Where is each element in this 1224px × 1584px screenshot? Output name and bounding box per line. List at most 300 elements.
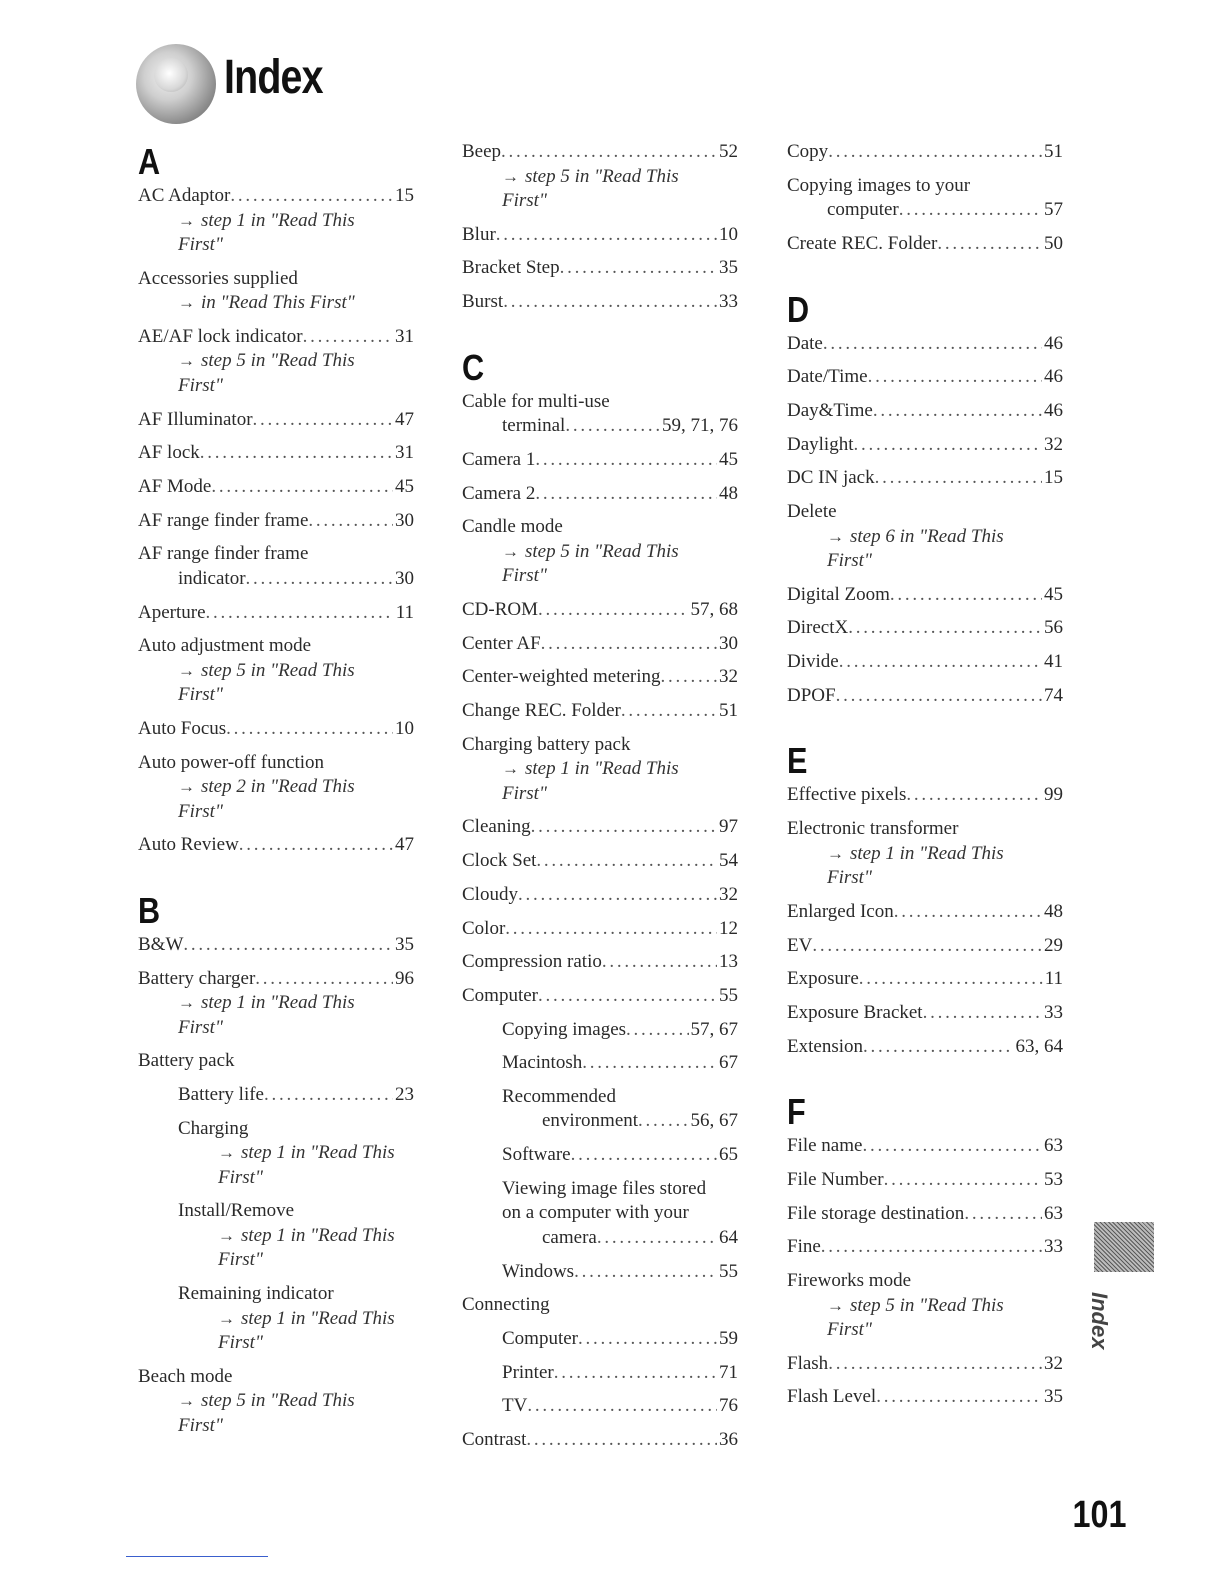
entry-line xyxy=(787,1352,1063,1377)
index-subentry xyxy=(138,1282,414,1356)
page-ref: 57, 67 xyxy=(690,1018,738,1040)
entry-line xyxy=(787,399,1063,424)
index-entry xyxy=(138,833,414,858)
leader-dots xyxy=(535,482,717,507)
entry-term: Center AF xyxy=(462,632,541,654)
entry-term: Date xyxy=(787,332,823,354)
entry-line xyxy=(787,1269,1063,1294)
page-ref: 46 xyxy=(1044,366,1063,388)
entry-line xyxy=(462,917,738,942)
cross-reference xyxy=(462,757,738,782)
cross-reference xyxy=(138,800,414,825)
arrow-icon: → xyxy=(827,1295,844,1315)
entry-term: Charging xyxy=(178,1117,249,1139)
arrow-icon: → xyxy=(502,759,519,779)
cross-reference xyxy=(178,1141,414,1166)
page-ref: 31 xyxy=(395,442,414,464)
page-ref: 56 xyxy=(1044,617,1063,639)
page-ref: 30 xyxy=(395,509,414,531)
footer-rule xyxy=(126,1556,268,1557)
index-entry xyxy=(787,1385,1063,1410)
index-entry xyxy=(787,1001,1063,1026)
leader-dots xyxy=(868,365,1042,390)
entry-term: AF range finder frame xyxy=(138,509,309,531)
cross-reference xyxy=(138,1389,414,1414)
entry-line xyxy=(502,1394,738,1419)
index-entry xyxy=(787,399,1063,424)
cross-reference xyxy=(138,991,414,1016)
index-column-3 xyxy=(787,140,1063,1419)
cross-reference xyxy=(787,549,1063,574)
leader-dots xyxy=(582,1051,717,1076)
entry-term: Battery pack xyxy=(138,1050,235,1072)
page-ref: 48 xyxy=(719,482,738,504)
index-entry xyxy=(787,583,1063,608)
cross-reference xyxy=(178,1166,414,1191)
cross-reference-text: First" xyxy=(178,374,223,396)
entry-term-cont: camera xyxy=(542,1226,597,1248)
page-ref: 45 xyxy=(1044,583,1063,605)
page-ref: 30 xyxy=(395,567,414,589)
entry-line xyxy=(502,1051,738,1076)
entry-term-cont: computer xyxy=(827,199,899,221)
entry-term: Color xyxy=(462,917,506,939)
page-ref: 54 xyxy=(719,850,738,872)
entry-line xyxy=(502,1143,738,1168)
entry-term: Flash Level xyxy=(787,1386,877,1408)
leader-dots xyxy=(828,1352,1042,1377)
leader-dots xyxy=(923,1001,1042,1026)
index-entry xyxy=(138,509,414,534)
cross-reference-text: step 5 in "Read This xyxy=(525,540,679,562)
arrow-icon: → xyxy=(178,660,195,680)
page-ref: 46 xyxy=(1044,399,1063,421)
index-subentry xyxy=(138,1117,414,1191)
page-ref: 23 xyxy=(395,1084,414,1105)
leader-dots xyxy=(863,1035,1014,1060)
cross-reference-text: step 1 in "Read This xyxy=(525,758,679,780)
entry-line xyxy=(178,1199,414,1224)
index-subentry xyxy=(138,1083,414,1108)
entry-line xyxy=(462,414,738,439)
entry-line xyxy=(138,967,414,992)
cross-reference xyxy=(787,1318,1063,1343)
entry-line xyxy=(138,1365,414,1390)
index-entry xyxy=(787,1269,1063,1343)
cross-reference xyxy=(787,866,1063,891)
entry-line xyxy=(787,650,1063,675)
index-entry xyxy=(138,542,414,591)
entry-line xyxy=(462,984,738,1009)
cross-reference xyxy=(138,233,414,258)
leader-dots xyxy=(200,441,393,466)
page-ref: 50 xyxy=(1044,232,1063,254)
index-entry xyxy=(787,466,1063,491)
entry-term: Camera 1 xyxy=(462,448,536,470)
page-ref: 11 xyxy=(395,601,414,623)
entry-line xyxy=(138,1049,414,1074)
index-entry xyxy=(787,1035,1063,1060)
index-entry xyxy=(462,515,738,589)
cross-reference xyxy=(138,659,414,684)
section-gap xyxy=(787,266,1063,288)
entry-line xyxy=(787,817,1063,842)
cross-reference-text: First" xyxy=(502,782,547,804)
entry-line xyxy=(138,184,414,209)
page-ref: 45 xyxy=(395,475,414,497)
entry-term: Auto adjustment mode xyxy=(138,635,312,657)
page-ref: 47 xyxy=(395,834,414,856)
entry-term: Auto Review xyxy=(138,834,239,856)
page-ref: 76 xyxy=(719,1395,738,1417)
entry-term: Exposure Bracket xyxy=(787,1001,923,1023)
cross-reference xyxy=(178,1224,414,1249)
entry-line xyxy=(462,665,738,690)
leader-dots xyxy=(574,1260,717,1285)
leader-dots xyxy=(812,934,1042,959)
arrow-icon: → xyxy=(178,351,195,371)
entry-line xyxy=(787,1385,1063,1410)
entry-line xyxy=(502,1361,738,1386)
entry-line xyxy=(138,717,414,742)
entry-term: Beep xyxy=(462,141,502,162)
entry-term: File storage destination xyxy=(787,1202,965,1224)
index-subentry xyxy=(462,1260,738,1285)
leader-dots xyxy=(875,466,1042,491)
entry-term: Bracket Step xyxy=(462,257,560,279)
entry-line xyxy=(787,1202,1063,1227)
page-ref: 33 xyxy=(1044,1001,1063,1023)
page-ref: 55 xyxy=(719,984,738,1006)
entry-term: Divide xyxy=(787,651,839,673)
page-ref: 13 xyxy=(719,951,738,973)
leader-dots xyxy=(839,650,1042,675)
index-entry xyxy=(138,1049,414,1074)
index-entry xyxy=(787,650,1063,675)
entry-term: Flash xyxy=(787,1352,829,1374)
index-entry xyxy=(462,883,738,908)
entry-term: EV xyxy=(787,934,813,956)
leader-dots xyxy=(518,883,717,908)
entry-term: Contrast xyxy=(462,1428,527,1450)
leader-dots xyxy=(531,815,717,840)
cross-reference-text: step 1 in "Read This xyxy=(850,842,1004,864)
index-entry xyxy=(787,967,1063,992)
cross-reference xyxy=(787,1294,1063,1319)
section-letter: C xyxy=(462,346,485,388)
leader-dots xyxy=(308,509,393,534)
entry-line xyxy=(787,616,1063,641)
page-ref: 10 xyxy=(395,717,414,739)
index-subentry xyxy=(462,1085,738,1134)
entry-term-cont: indicator xyxy=(178,567,246,589)
cross-reference-text: First" xyxy=(218,1249,263,1271)
index-entry xyxy=(787,1168,1063,1193)
page-ref: 55 xyxy=(719,1260,738,1282)
page-ref: 63 xyxy=(1044,1202,1063,1224)
entry-line xyxy=(787,433,1063,458)
entry-term: Macintosh xyxy=(502,1052,583,1074)
entry-term: Fireworks mode xyxy=(787,1270,912,1291)
entry-line xyxy=(787,140,1063,165)
page-ref: 64 xyxy=(719,1226,738,1248)
cross-reference-text: step 1 in "Read This xyxy=(241,1142,395,1164)
leader-dots xyxy=(211,475,393,500)
index-entry xyxy=(787,1202,1063,1227)
entry-line xyxy=(502,1109,738,1134)
entry-term: Burst xyxy=(462,291,504,313)
leader-dots xyxy=(894,900,1042,925)
leader-dots xyxy=(527,1394,717,1419)
arrow-icon: → xyxy=(827,526,844,546)
entry-term: Camera 2 xyxy=(462,482,536,504)
page-ref: 35 xyxy=(719,257,738,279)
index-entry xyxy=(138,184,414,258)
section-gap xyxy=(138,867,414,889)
entry-line xyxy=(178,1083,414,1108)
entry-line xyxy=(787,1001,1063,1026)
entry-term: Viewing image files stored xyxy=(502,1177,707,1199)
index-entry xyxy=(462,733,738,807)
page-ref: 63, 64 xyxy=(1015,1035,1063,1057)
leader-dots xyxy=(560,256,717,281)
page-ref: 15 xyxy=(395,185,414,206)
entry-line xyxy=(138,601,414,626)
page-ref: 71 xyxy=(719,1361,738,1383)
section-gap xyxy=(462,324,738,346)
entry-term: Cloudy xyxy=(462,883,518,905)
entry-line xyxy=(787,1134,1063,1159)
entry-line xyxy=(462,699,738,724)
leader-dots xyxy=(848,616,1042,641)
cross-reference-text: step 5 in "Read This xyxy=(201,350,355,372)
entry-term: AC Adaptor xyxy=(138,185,231,206)
entry-term: Effective pixels xyxy=(787,784,907,806)
cross-reference xyxy=(138,349,414,374)
cross-reference xyxy=(178,1307,414,1332)
leader-dots xyxy=(906,783,1042,808)
entry-term: Delete xyxy=(787,501,837,522)
cross-reference xyxy=(138,683,414,708)
entry-line xyxy=(502,1018,738,1043)
cross-reference-text: step 2 in "Read This xyxy=(201,776,355,798)
entry-line xyxy=(787,1035,1063,1060)
cross-reference-text: step 1 in "Read This xyxy=(201,992,355,1014)
entry-term: DC IN jack xyxy=(787,467,875,489)
entry-line xyxy=(787,198,1063,223)
index-entry xyxy=(138,751,414,825)
cross-reference xyxy=(462,189,738,214)
page-ref: 46 xyxy=(1044,332,1063,354)
entry-line xyxy=(462,598,738,623)
leader-dots xyxy=(836,684,1042,709)
index-entry xyxy=(138,441,414,466)
entry-line xyxy=(787,1168,1063,1193)
cross-reference-text: First" xyxy=(178,1016,223,1038)
cross-reference xyxy=(787,525,1063,550)
entry-line xyxy=(787,332,1063,357)
leader-dots xyxy=(538,598,688,623)
entry-line xyxy=(138,267,414,292)
entry-line xyxy=(787,583,1063,608)
index-entry xyxy=(787,783,1063,808)
entry-term: Fine xyxy=(787,1236,821,1258)
entry-term: AF lock xyxy=(138,442,200,464)
leader-dots xyxy=(541,632,717,657)
page-ref: 12 xyxy=(719,917,738,939)
page-ref: 32 xyxy=(719,666,738,688)
entry-term: Extension xyxy=(787,1035,863,1057)
page-ref: 57, 68 xyxy=(690,599,738,620)
entry-line xyxy=(462,632,738,657)
section-tab-label: Index xyxy=(1087,1292,1112,1350)
leader-dots xyxy=(264,1083,393,1108)
entry-term: Compression ratio xyxy=(462,951,602,973)
cross-reference xyxy=(138,1016,414,1041)
entry-term: Copy xyxy=(787,141,829,162)
leader-dots xyxy=(303,325,393,350)
entry-line xyxy=(138,634,414,659)
cross-reference xyxy=(178,1331,414,1356)
arrow-icon: → xyxy=(178,210,195,230)
entry-line xyxy=(178,1282,414,1307)
entry-term: Center-weighted metering xyxy=(462,666,661,688)
arrow-icon: → xyxy=(827,843,844,863)
leader-dots xyxy=(854,433,1043,458)
entry-term: Daylight xyxy=(787,433,854,455)
entry-term: Accessories supplied xyxy=(138,267,298,289)
cross-reference-text: First" xyxy=(827,550,872,571)
entry-term: CD-ROM xyxy=(462,599,539,620)
index-entry xyxy=(462,290,738,315)
entry-term-cont: environment xyxy=(542,1110,639,1132)
cross-reference-text: First" xyxy=(502,565,547,587)
entry-term: AF Mode xyxy=(138,475,212,497)
page-ref: 59, 71, 76 xyxy=(662,415,738,437)
cross-reference-text: step 5 in "Read This xyxy=(850,1294,1004,1316)
entry-line xyxy=(462,223,738,248)
index-entry xyxy=(462,448,738,473)
page-ref: 51 xyxy=(1044,141,1063,162)
leader-dots xyxy=(621,699,717,724)
leader-dots xyxy=(873,399,1042,424)
arrow-icon: → xyxy=(178,1391,195,1411)
leader-dots xyxy=(538,984,717,1009)
page-ref: 45 xyxy=(719,448,738,470)
page-ref: 47 xyxy=(395,408,414,430)
arrow-icon: → xyxy=(502,166,519,186)
index-entry xyxy=(787,1352,1063,1377)
index-entry xyxy=(462,699,738,724)
leader-dots xyxy=(626,1018,688,1043)
page-ref: 56, 67 xyxy=(690,1110,738,1132)
leader-dots xyxy=(246,567,393,592)
entry-term: Cable for multi-use xyxy=(462,390,610,412)
section-gap xyxy=(787,717,1063,739)
arrow-icon: → xyxy=(178,293,195,313)
leader-dots xyxy=(230,184,393,209)
entry-line xyxy=(462,1293,738,1318)
entry-line xyxy=(787,500,1063,525)
cross-reference-text: First" xyxy=(502,190,547,211)
index-subentry xyxy=(462,1018,738,1043)
page-ref: 97 xyxy=(719,816,738,838)
index-subentry xyxy=(462,1051,738,1076)
section-letter: F xyxy=(787,1091,806,1133)
cross-reference-text: step 6 in "Read This xyxy=(850,525,1004,547)
index-entry xyxy=(787,900,1063,925)
leader-dots xyxy=(226,717,393,742)
page-ref: 67 xyxy=(719,1052,738,1074)
leader-dots xyxy=(253,408,393,433)
entry-term: File Number xyxy=(787,1168,884,1190)
index-entry xyxy=(462,223,738,248)
entry-line xyxy=(138,833,414,858)
page-ref: 59 xyxy=(719,1327,738,1349)
entry-term: Connecting xyxy=(462,1294,550,1316)
cross-reference-text: step 1 in "Read This xyxy=(201,209,355,231)
leader-dots xyxy=(496,223,717,248)
page-ref: 36 xyxy=(719,1428,738,1450)
entry-line xyxy=(787,900,1063,925)
entry-line xyxy=(138,475,414,500)
index-entry xyxy=(138,267,414,316)
entry-line xyxy=(462,849,738,874)
entry-line xyxy=(462,448,738,473)
entry-line xyxy=(502,1327,738,1352)
entry-line xyxy=(787,466,1063,491)
leader-dots xyxy=(578,1327,717,1352)
leader-dots xyxy=(503,290,717,315)
entry-term: Auto Focus xyxy=(138,717,227,739)
entry-term: Battery life xyxy=(178,1084,264,1105)
index-subentry xyxy=(462,1394,738,1419)
index-entry xyxy=(138,717,414,742)
leader-dots xyxy=(964,1202,1042,1227)
entry-line xyxy=(462,140,738,165)
entry-term: Computer xyxy=(462,984,538,1006)
page-ref: 65 xyxy=(719,1144,738,1166)
entry-line xyxy=(787,783,1063,808)
cross-reference-text: step 5 in "Read This xyxy=(201,659,355,681)
index-entry xyxy=(462,665,738,690)
index-entry xyxy=(462,390,738,439)
leader-dots xyxy=(535,448,717,473)
entry-line xyxy=(462,733,738,758)
index-globe-icon xyxy=(136,44,216,124)
entry-term: Create REC. Folder xyxy=(787,232,938,254)
entry-term: File name xyxy=(787,1135,863,1157)
entry-term: Charging battery pack xyxy=(462,733,631,755)
index-entry xyxy=(787,500,1063,574)
leader-dots xyxy=(884,1168,1042,1193)
page-ref: 32 xyxy=(1044,433,1063,455)
leader-dots xyxy=(602,950,717,975)
entry-line xyxy=(138,567,414,592)
page-title: Index xyxy=(224,51,323,104)
entry-term: Candle mode xyxy=(462,516,563,538)
entry-term: Exposure xyxy=(787,968,859,990)
leader-dots xyxy=(638,1109,688,1134)
page-ref: 32 xyxy=(1044,1352,1063,1374)
cross-reference-text: step 1 in "Read This xyxy=(241,1307,395,1329)
leader-dots xyxy=(571,1143,717,1168)
entry-term-cont: on a computer with your xyxy=(502,1202,689,1224)
entry-term: Blur xyxy=(462,223,496,245)
page-ref: 99 xyxy=(1044,784,1063,806)
entry-term: Clock Set xyxy=(462,850,537,872)
entry-line xyxy=(462,1428,738,1453)
